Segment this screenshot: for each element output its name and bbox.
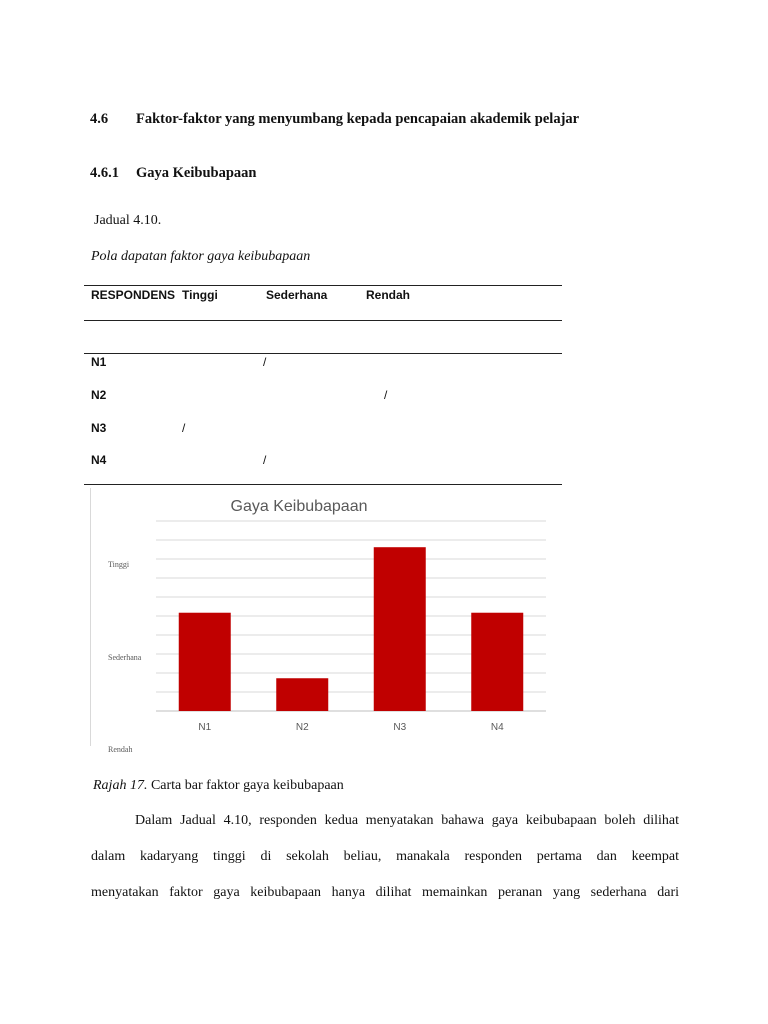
- subsection-title: Gaya Keibubapaan: [136, 165, 257, 181]
- y-tick-label-rendah-partial: Rendah: [108, 745, 133, 754]
- table-label: Jadual 4.10.: [94, 213, 162, 228]
- table-header-tinggi: Tinggi: [182, 288, 218, 302]
- bar-n4: [471, 613, 523, 711]
- table-row-n4-respondent: N4: [91, 453, 107, 467]
- table-row-n2-mark: /: [384, 388, 388, 402]
- body-paragraph: [91, 803, 679, 911]
- table-caption: Pola dapatan faktor gaya keibubapaan: [91, 249, 311, 264]
- table-header-rule: [84, 320, 562, 321]
- chart-x-labels: [198, 722, 504, 733]
- x-tick-label-n1: N1: [198, 722, 212, 733]
- bar-chart: [90, 488, 563, 754]
- table-row-n1-respondent: N1: [91, 355, 107, 369]
- table-bottom-rule: [84, 484, 562, 485]
- bar-n2: [276, 678, 328, 711]
- x-tick-label-n2: N2: [295, 722, 309, 733]
- table-header-respondens: RESPONDENS: [91, 288, 176, 302]
- bar-chart-svg: [91, 488, 563, 754]
- section-number: 4.6: [90, 111, 109, 127]
- y-tick-label-sederhana: Sederhana: [108, 653, 142, 662]
- paragraph-line-2: dalam kadaryang tinggi di sekolah beliau, manakala responden pertama dan keempat: [91, 849, 679, 864]
- bar-n3: [374, 547, 426, 711]
- table-row-n4-mark: /: [263, 453, 267, 467]
- table-body-rule: [84, 353, 562, 354]
- chart-bars: [179, 547, 524, 711]
- section-title: Faktor-faktor yang menyumbang kepada pencapaian akademik pelajar: [136, 111, 580, 127]
- chart-title: Gaya Keibubapaan: [230, 498, 368, 515]
- bar-n1: [179, 613, 231, 711]
- table-header-rendah: Rendah: [366, 288, 411, 302]
- table-row-n3-mark: /: [182, 421, 186, 435]
- table-top-rule: [84, 285, 562, 286]
- paragraph-line-1: Dalam Jadual 4.10, responden kedua menyatakan bahawa gaya keibubapaan boleh dilihat: [135, 813, 679, 828]
- table-row-n1-mark: /: [263, 355, 267, 369]
- x-tick-label-n4: N4: [490, 722, 504, 733]
- subsection-heading: [90, 165, 257, 182]
- table-header-sederhana: Sederhana: [266, 288, 328, 302]
- y-tick-label-tinggi: Tinggi: [108, 560, 130, 569]
- x-tick-label-n3: N3: [393, 722, 407, 733]
- subsection-number: 4.6.1: [90, 165, 119, 181]
- figure-caption-text: Carta bar faktor gaya keibubapaan: [147, 778, 344, 793]
- figure-caption-label: Rajah 17.: [93, 778, 148, 793]
- paragraph-line-3: menyatakan faktor gaya keibubapaan hanya dilihat memainkan peranan yang sederhana dari: [91, 885, 679, 900]
- figure-caption: [93, 778, 344, 794]
- table-row-n2-respondent: N2: [91, 388, 107, 402]
- section-heading: [90, 111, 580, 128]
- table-row-n3-respondent: N3: [91, 421, 107, 435]
